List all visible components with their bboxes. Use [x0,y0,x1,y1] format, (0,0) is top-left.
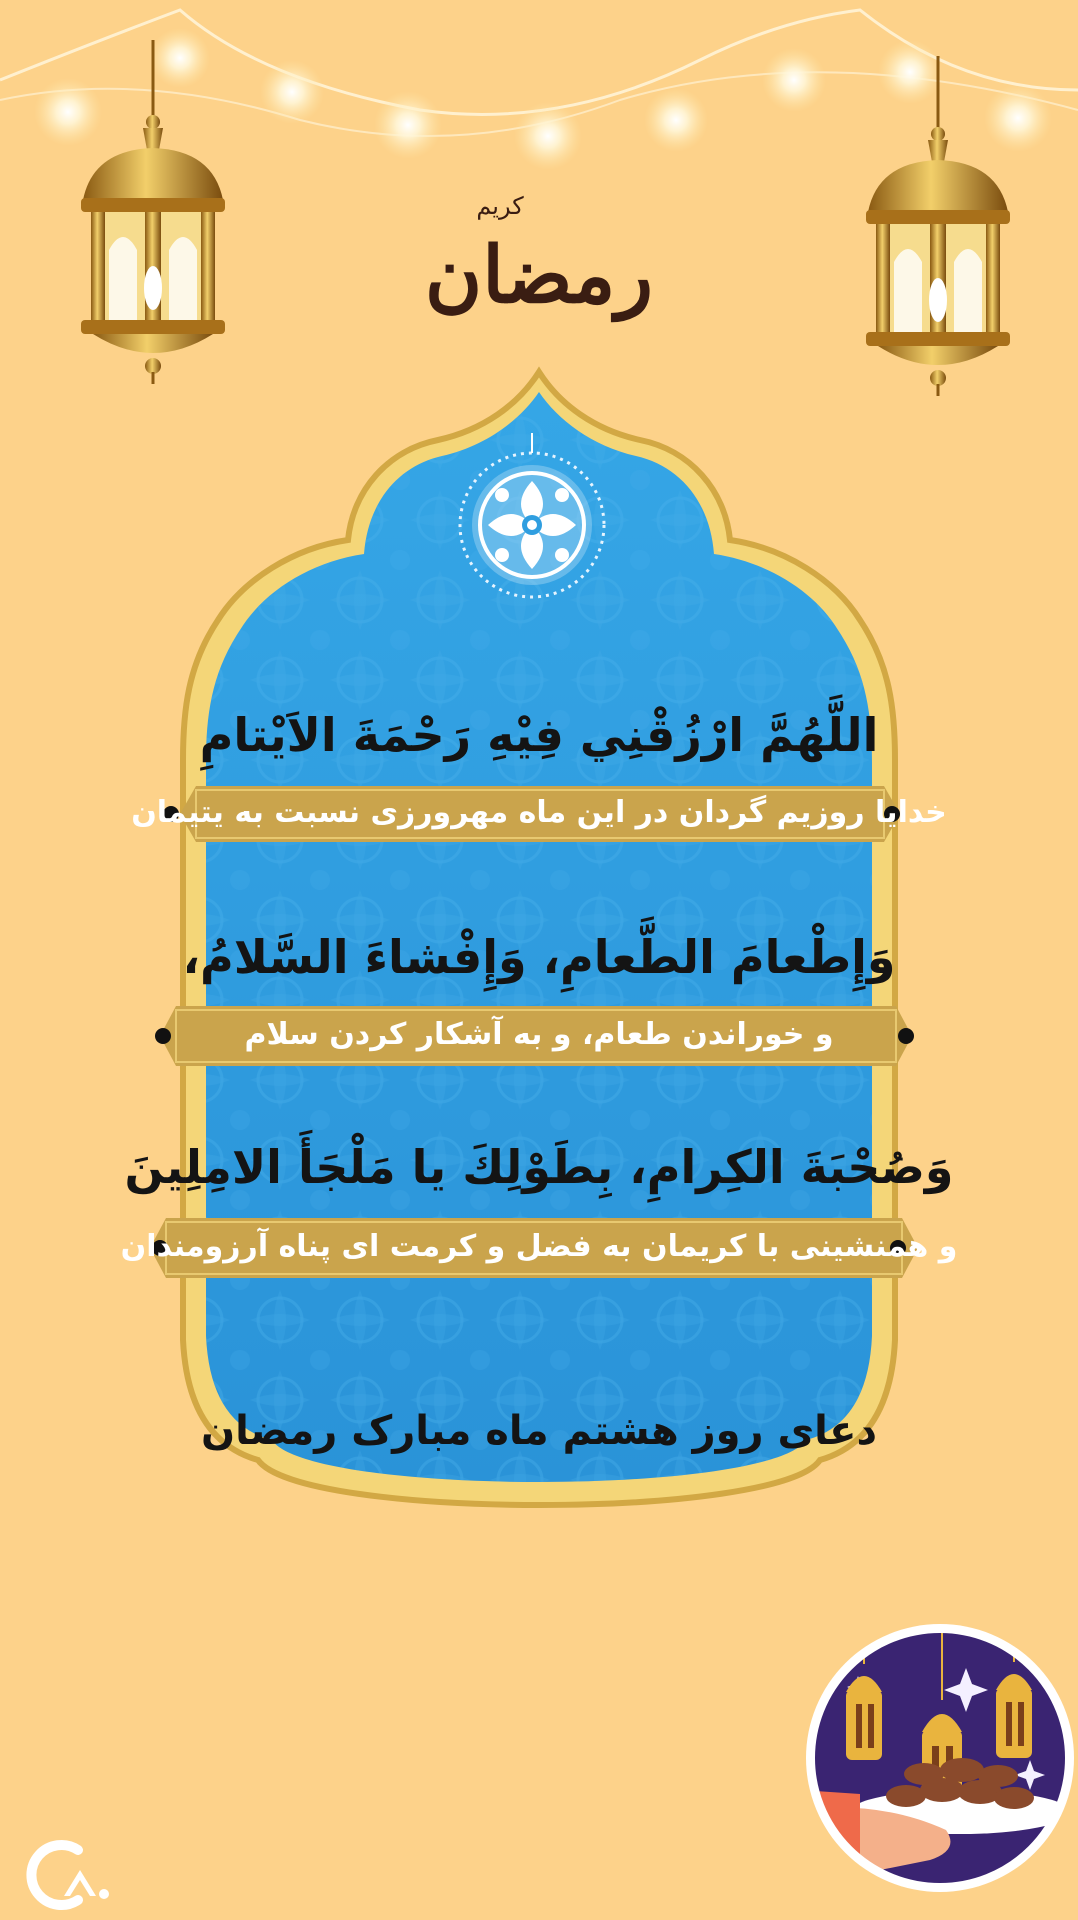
ramadan-calligraphy-small: کریم [476,192,524,220]
dua-persian-line-3: و همنشینی با کریمان به فضل و کرمت ای پناه آرزومندان [120,1229,958,1264]
dua-arabic-line-1: اللَّهُمَّ ارْزُقْنِي فِيْهِ رَحْمَةَ الاَيْتامِ [199,708,879,762]
dua-persian-line-1: خدایا روزیم گردان در این ماه مهرورزی نسبت به یتیمان [131,795,947,830]
dua-persian-line-2: و خوراندن طعام، و به آشکار کردن سلام [244,1017,834,1052]
dua-arabic-line-3: وَصُحْبَةَ الكِرامِ، بِطَوْلِكَ يا مَلْجَأَ الامِلِينَ [124,1140,954,1194]
dua-arabic-line-2: وَإِطْعامَ الطَّعامِ، وَإِفْشاءَ السَّلامُ، [182,930,896,984]
poster-title: دعای روز هشتم ماه مبارک رمضان [200,1408,878,1454]
ramadan-dates-plate-icon [800,1620,1078,1900]
string-lights [0,10,1078,170]
hanging-lantern-icon [81,40,225,384]
channel-logo-icon [31,1845,109,1905]
ramadan-calligraphy: رمضان [424,230,654,321]
